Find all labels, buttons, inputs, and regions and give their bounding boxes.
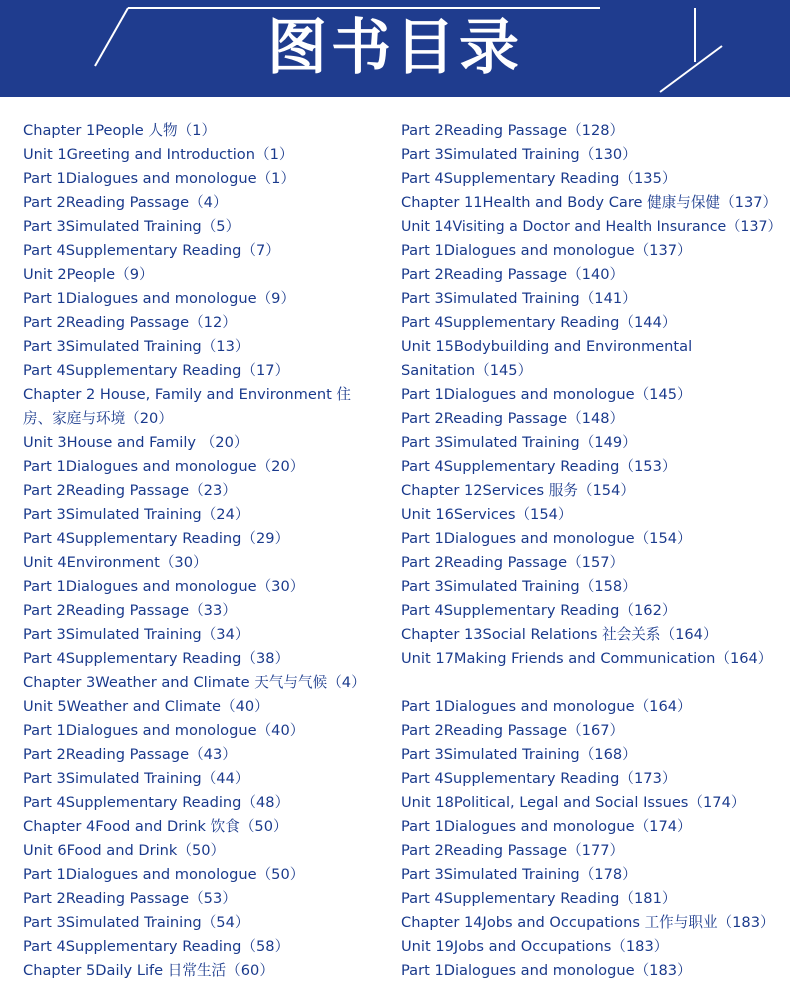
toc-entry: Part 4Supplementary Reading（7） xyxy=(23,242,280,259)
toc-entry: Unit 6Food and Drink（50） xyxy=(23,842,226,859)
toc-entry: Part 4Supplementary Reading（181） xyxy=(401,890,677,907)
toc-entry: Part 4Supplementary Reading（162） xyxy=(401,602,677,619)
toc-entry: Part 2Reading Passage（23） xyxy=(23,482,237,499)
toc-entry: Part 1Dialogues and monologue（20） xyxy=(23,458,305,475)
toc-entry: Part 2Reading Passage（148） xyxy=(401,410,625,427)
toc-entry: Chapter 11Health and Body Care 健康与保健（137） xyxy=(401,194,778,211)
toc-entry: Part 1Dialogues and monologue（9） xyxy=(23,290,296,307)
toc-left-column xyxy=(23,119,375,983)
toc-entry: Part 1Dialogues and monologue（154） xyxy=(401,530,692,547)
toc-entry: Part 2Reading Passage（157） xyxy=(401,554,625,571)
toc-entry: Part 3Simulated Training（5） xyxy=(23,218,241,235)
toc-entry: Part 1Dialogues and monologue（40） xyxy=(23,722,305,739)
toc-entry: Part 4Supplementary Reading（135） xyxy=(401,170,677,187)
toc-entry: Part 4Supplementary Reading（29） xyxy=(23,530,290,547)
toc-entry: Part 4Supplementary Reading（153） xyxy=(401,458,677,475)
toc-entry: Chapter 4Food and Drink 饮食（50） xyxy=(23,818,288,835)
toc-entry: Unit 5Weather and Climate（40） xyxy=(23,698,269,715)
toc-entry: Chapter 2 House, Family and Environment 住房、家庭与环境（20） xyxy=(23,386,352,427)
toc-entry: Part 4Supplementary Reading（58） xyxy=(23,938,290,955)
toc-entry: Part 2Reading Passage（140） xyxy=(401,266,625,283)
toc-entry: Part 3Simulated Training（130） xyxy=(401,146,637,163)
toc-entry: Chapter 12Services 服务（154） xyxy=(401,482,635,499)
toc-entry: Chapter 3Weather and Climate 天气与气候（4） xyxy=(23,674,366,691)
toc-entry: Part 2Reading Passage（167） xyxy=(401,722,625,739)
toc-entry: Part 1Dialogues and monologue（164） xyxy=(401,698,692,715)
toc-entry: Part 3Simulated Training（158） xyxy=(401,578,637,595)
toc-entry: Unit 18Political, Legal and Social Issues（174） xyxy=(401,794,746,811)
toc-entry: Part 2Reading Passage（128） xyxy=(401,122,625,139)
toc-entry: Part 3Simulated Training（24） xyxy=(23,506,250,523)
toc-entry: Chapter 13Social Relations 社会关系（164） xyxy=(401,626,718,643)
toc-entry: Unit 19Jobs and Occupations（183） xyxy=(401,938,669,955)
toc-entry: Part 2Reading Passage（33） xyxy=(23,602,237,619)
toc-entry: Unit 15Bodybuilding and Environmental Sanitation（145） xyxy=(401,338,693,379)
toc-entry: Part 1Dialogues and monologue（30） xyxy=(23,578,305,595)
toc-entry: Part 3Simulated Training（141） xyxy=(401,290,637,307)
toc-entry: Part 3Simulated Training（54） xyxy=(23,914,250,931)
toc-entry: Part 3Simulated Training（149） xyxy=(401,434,637,451)
toc-entry: Unit 1Greeting and Introduction（1） xyxy=(23,146,294,163)
page-title: 图书目录 xyxy=(267,13,523,83)
toc-entry: Part 4Supplementary Reading（144） xyxy=(401,314,677,331)
toc-entry: Part 1Dialogues and monologue（145） xyxy=(401,386,692,403)
toc-entry: Part 3Simulated Training（178） xyxy=(401,866,637,883)
toc-entry: Part 4Supplementary Reading（17） xyxy=(23,362,290,379)
toc-entry: Part 1Dialogues and monologue（50） xyxy=(23,866,305,883)
toc-entry: Chapter 14Jobs and Occupations 工作与职业（183） xyxy=(401,914,775,931)
toc-entry: Unit 16Services（154） xyxy=(401,506,573,523)
toc-entry: Unit 17Making Friends and Communication（164） xyxy=(401,650,773,667)
toc-entry: Chapter 5Daily Life 日常生活（60） xyxy=(23,962,274,979)
toc-entry: Part 1Dialogues and monologue（1） xyxy=(23,170,296,187)
toc-entry: Part 4Supplementary Reading（173） xyxy=(401,770,677,787)
toc-entry: Unit 3House and Family （20） xyxy=(23,434,249,451)
toc-right-column xyxy=(401,119,786,983)
toc-entry: Part 2Reading Passage（12） xyxy=(23,314,237,331)
toc-entry: Unit 2People（9） xyxy=(23,266,154,283)
toc-entry: Part 1Dialogues and monologue（183） xyxy=(401,962,692,979)
toc-entry: Unit 14Visiting a Doctor and Health Insurance（137） xyxy=(401,219,782,235)
toc-entry: Part 1Dialogues and monologue（174） xyxy=(401,818,692,835)
toc-entry: Part 4Supplementary Reading（38） xyxy=(23,650,290,667)
toc-entry: Part 3Simulated Training（13） xyxy=(23,338,250,355)
toc-entry: Part 2Reading Passage（53） xyxy=(23,890,237,907)
toc-entry: Part 2Reading Passage（4） xyxy=(23,194,228,211)
toc-entry: Part 2Reading Passage（43） xyxy=(23,746,237,763)
toc-entry: Chapter 1People 人物（1） xyxy=(23,122,217,139)
toc-entry: Part 2Reading Passage（177） xyxy=(401,842,625,859)
toc-entry: Unit 4Environment（30） xyxy=(23,554,208,571)
toc-entry: Part 3Simulated Training（34） xyxy=(23,626,250,643)
toc-entry: Part 3Simulated Training（168） xyxy=(401,746,637,763)
toc-entry: Part 3Simulated Training（44） xyxy=(23,770,250,787)
toc-entry: Part 1Dialogues and monologue（137） xyxy=(401,242,692,259)
header-banner xyxy=(0,0,790,97)
toc-entry: Part 4Supplementary Reading（48） xyxy=(23,794,290,811)
